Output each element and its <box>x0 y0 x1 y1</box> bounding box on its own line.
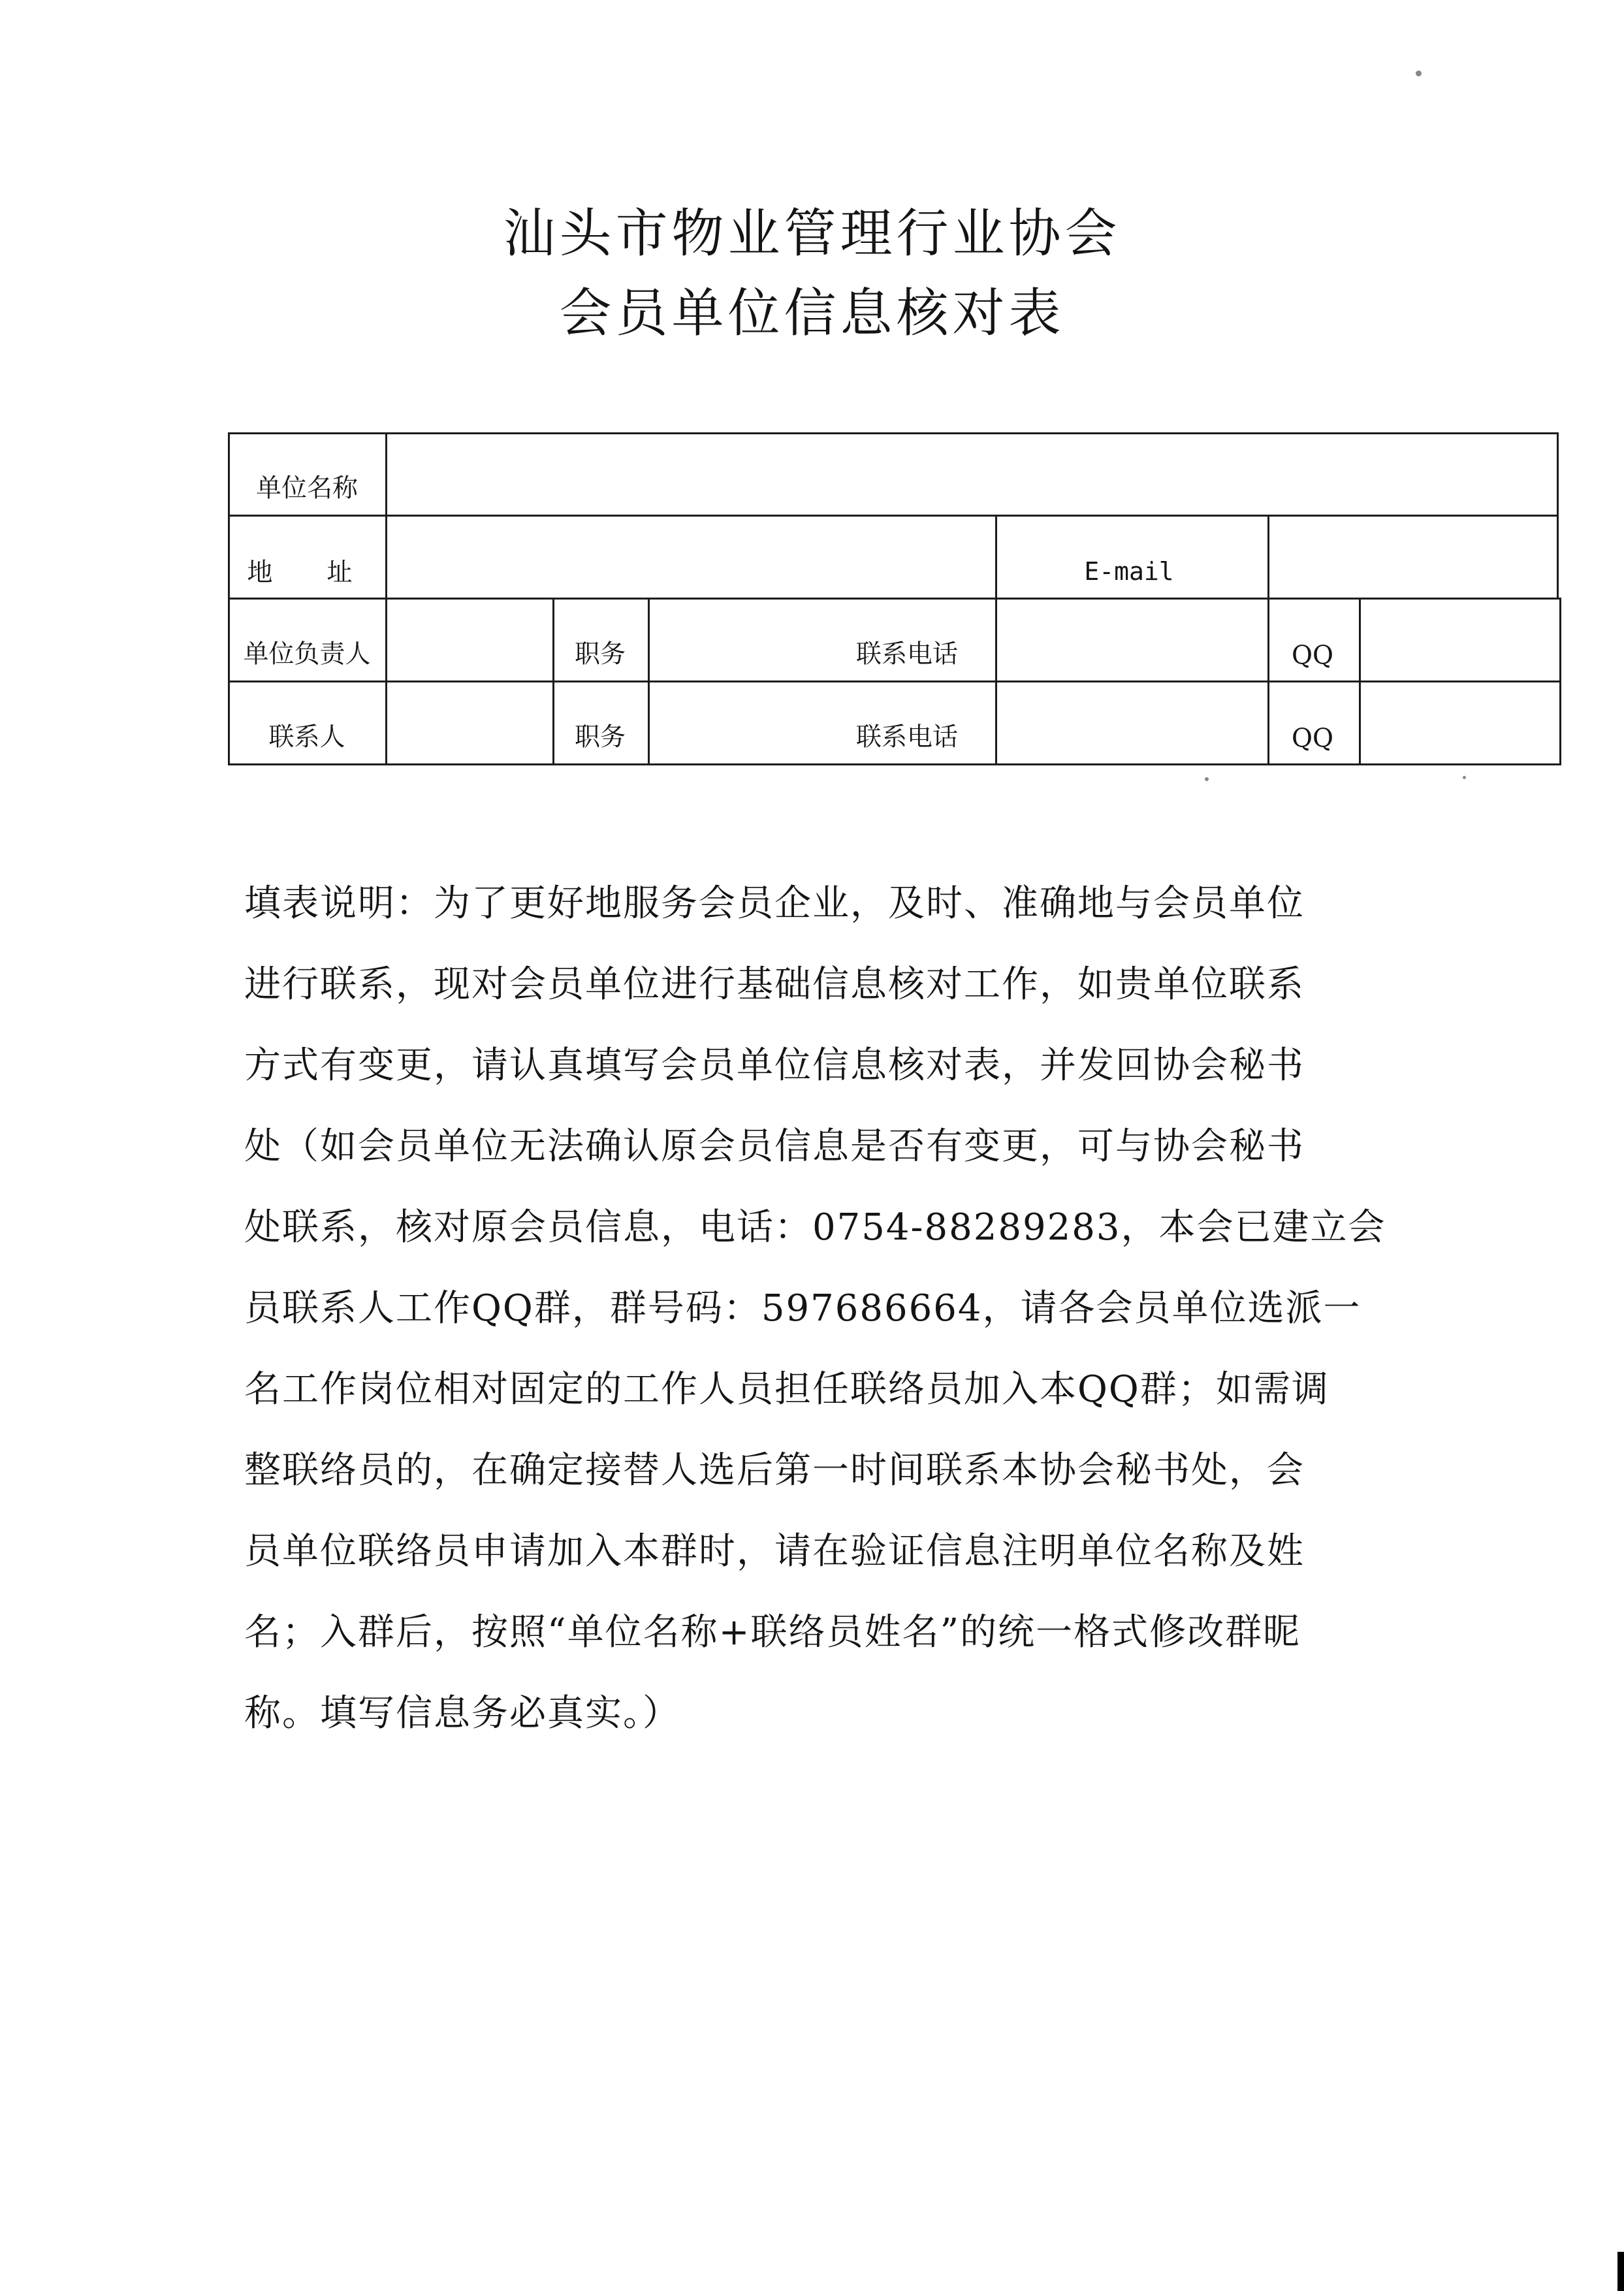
table-rule <box>1557 432 1559 598</box>
contact-phone-field[interactable] <box>997 682 1267 763</box>
principal-label: 单位负责人 <box>243 639 371 669</box>
principal-phone-label: 联系电话 <box>855 639 959 669</box>
scan-speck <box>1463 776 1466 779</box>
instructions-paragraph <box>244 863 1393 1754</box>
principal-qq-field[interactable] <box>1361 600 1559 681</box>
instruction-line: 处联系，核对原会员信息，电话：0754-88289283，本会已建立会 <box>244 1206 1386 1249</box>
principal-position-label: 职务 <box>574 639 626 669</box>
contact-position-label: 职务 <box>574 722 626 752</box>
contact-person-label: 联系人 <box>268 722 345 752</box>
contact-position-field[interactable] <box>650 682 995 763</box>
document-title-line2: 会员单位信息核对表 <box>559 283 1065 344</box>
contact-qq-field[interactable] <box>1361 682 1559 763</box>
email-label: E-mail <box>1084 557 1174 586</box>
instruction-line: 处（如会员单位无法确认原会员信息是否有变更，可与协会秘书 <box>244 1125 1305 1168</box>
instruction-line: 进行联系，现对会员单位进行基础信息核对工作，如贵单位联系 <box>244 963 1305 1006</box>
unit-name-field[interactable] <box>387 434 1557 515</box>
document-title-line1: 汕头市物业管理行业协会 <box>503 203 1121 264</box>
address-field[interactable] <box>387 517 995 598</box>
contact-phone-label: 联系电话 <box>855 722 959 752</box>
instruction-line: 填表说明：为了更好地服务会员企业，及时、准确地与会员单位 <box>244 882 1305 925</box>
member-info-form <box>228 432 1561 765</box>
scan-edge-mark <box>1617 2252 1624 2291</box>
instruction-line: 名；入群后，按照“单位名称+联络员姓名”的统一格式修改群昵 <box>244 1611 1301 1654</box>
contact-qq-label: QQ <box>1292 724 1333 754</box>
instruction-line: 称。填写信息务必真实。） <box>244 1692 680 1735</box>
principal-qq-label: QQ <box>1292 641 1333 671</box>
email-field[interactable] <box>1269 517 1557 598</box>
table-rule <box>1559 598 1561 765</box>
instruction-line: 整联络员的，在确定接替人选后第一时间联系本协会秘书处，会 <box>244 1449 1305 1492</box>
instruction-line: 名工作岗位相对固定的工作人员担任联络员加入本QQ群；如需调 <box>244 1368 1329 1411</box>
table-rule <box>228 432 230 765</box>
principal-name-field[interactable] <box>387 600 552 681</box>
contact-name-field[interactable] <box>387 682 552 763</box>
instruction-line: 方式有变更，请认真填写会员单位信息核对表，并发回协会秘书 <box>244 1044 1305 1087</box>
unit-name-label: 单位名称 <box>255 473 358 504</box>
principal-position-field[interactable] <box>650 600 995 681</box>
address-label: 地 址 <box>247 558 367 588</box>
scan-speck <box>1205 777 1209 781</box>
instruction-line: 员单位联络员申请加入本群时，请在验证信息注明单位名称及姓 <box>244 1530 1305 1573</box>
principal-phone-field[interactable] <box>997 600 1267 681</box>
scan-speck <box>1416 71 1422 76</box>
table-rule <box>228 763 1561 765</box>
instruction-line: 员联系人工作QQ群，群号码：597686664，请各会员单位选派一 <box>244 1287 1361 1330</box>
table-rule <box>552 598 554 765</box>
